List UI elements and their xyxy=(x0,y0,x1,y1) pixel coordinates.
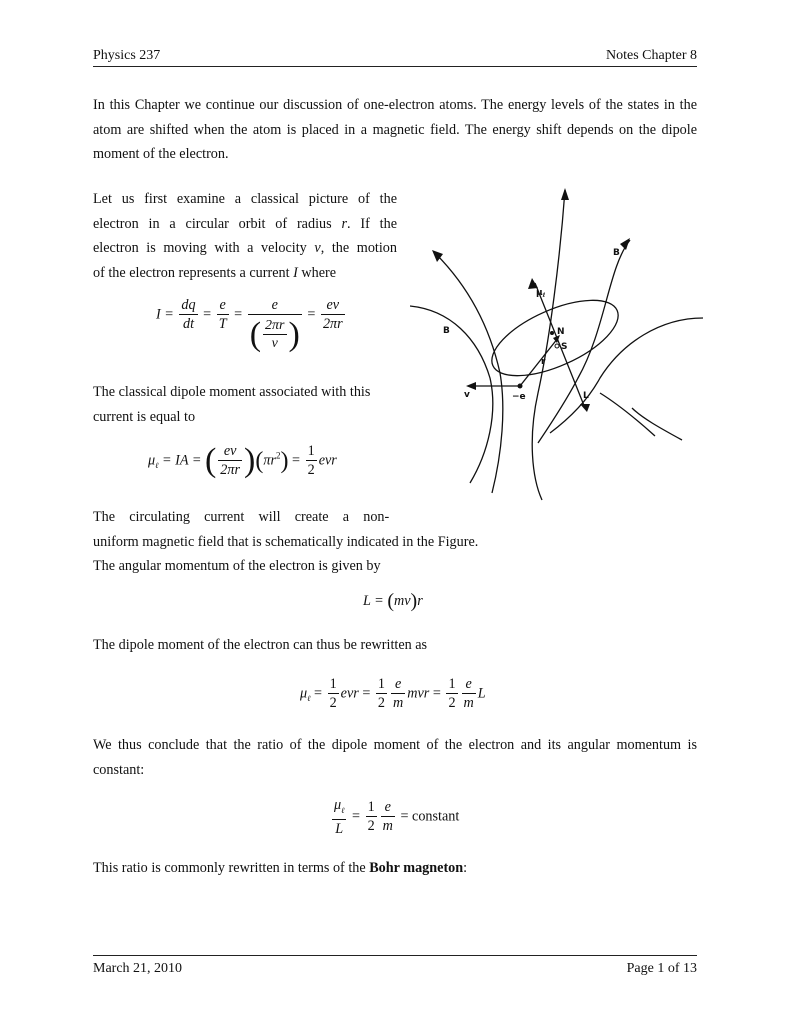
south-pole-dot xyxy=(555,344,559,348)
field-line-2: uniform magnetic field that is schematically indicated in the Figure. xyxy=(93,533,479,550)
field-line-right xyxy=(550,318,703,433)
field-line-1: The circulating current will create a non- xyxy=(93,509,390,525)
field-line-left-upper xyxy=(435,253,503,493)
electron-dot xyxy=(518,384,523,389)
label-v: v xyxy=(464,390,470,400)
label-e: −e xyxy=(512,392,526,402)
rewrite-paragraph: The dipole moment of the electron can thus be rewritten as xyxy=(93,637,428,653)
arrowhead-L xyxy=(580,404,590,412)
equation-dipole: $\mu_\ell$ = IA = ( $\frac{ev}{2\pi r}$ )$(\pi r^2)$ = $\frac{1}{2}$ evr xyxy=(148,442,337,479)
bohr-magneton-term: Bohr magneton xyxy=(369,860,464,876)
field-line-left-lower xyxy=(410,306,493,483)
classical-line-2: electron in a circular orbit of radius r. If the xyxy=(93,215,397,232)
label-b-right: B xyxy=(613,248,620,258)
label-b-left: B xyxy=(443,326,450,336)
arrowhead-right-upper xyxy=(620,238,630,250)
field-line-right-lower xyxy=(600,393,655,436)
north-pole-dot xyxy=(550,331,554,335)
classical-line-4: of the electron represents a current I where xyxy=(93,264,337,281)
equation-rewrite: $\mu_\ell$ = $\frac{1}{2}$ evr = $\frac{1}{2}$ $\frac{e}{m}$ mvr = $\frac{1}{2}$ $\frac{e}{m}$ L xyxy=(300,676,486,711)
equation-angular-momentum: L = (mv)r xyxy=(363,590,423,612)
dipole-line-2: current is equal to xyxy=(93,408,196,425)
label-mu: $\mu_\ell$ xyxy=(536,288,546,299)
footer-date: March 21, 2010 xyxy=(93,961,183,976)
equation-ratio: $\frac{\mu_\ell}{L}$ = $\frac{1}{2}$ $\frac{e}{m}$ = constant xyxy=(334,797,460,837)
dipole-paragraph xyxy=(93,380,403,429)
arrowhead-center xyxy=(561,188,569,200)
footer-page-number: Page 1 of 13 xyxy=(626,961,697,976)
footer-rule xyxy=(93,955,697,956)
field-line-far-right xyxy=(632,408,682,440)
label-n: N xyxy=(557,327,565,337)
magnetic-field-figure xyxy=(410,178,710,508)
label-r: r xyxy=(541,357,546,367)
arrowhead-v xyxy=(466,382,476,390)
conclusion-paragraph: We thus conclude that the ratio of the dipole moment of the electron and its angular momentum is constant: xyxy=(93,737,697,778)
field-paragraph xyxy=(93,505,533,579)
header-chapter: Notes Chapter 8 xyxy=(606,48,697,63)
intro-paragraph: In this Chapter we continue our discussion of one-electron atoms. The energy levels of the states in the atom are shifted when the atom is placed in a magnetic field. The energy shift depends on the dipole moment of the electron. xyxy=(93,97,697,162)
classical-paragraph xyxy=(93,187,397,285)
orbit-radius xyxy=(520,338,558,386)
header-course: Physics 237 xyxy=(93,48,161,63)
field-line-right-upper xyxy=(538,240,630,443)
bohr-paragraph: This ratio is commonly rewritten in terms of the Bohr magneton: xyxy=(93,860,468,876)
label-s: S xyxy=(561,342,568,352)
equation-current: I = $\frac{dq}{dt}$ = $\frac{e}{T}$ = e ( $\frac{2\pi r}{v}$ ) = $\frac{ev}{2\pi r}$ xyxy=(156,297,343,353)
classical-line-3: electron is moving with a velocity v, the motion xyxy=(93,240,397,256)
dipole-line-1: The classical dipole moment associated with this xyxy=(93,384,371,400)
field-line-3: The angular momentum of the electron is given by xyxy=(93,558,381,574)
label-l: L xyxy=(583,391,589,401)
classical-line-1: Let us first examine a classical picture of the xyxy=(93,191,397,207)
header-rule xyxy=(93,66,697,67)
